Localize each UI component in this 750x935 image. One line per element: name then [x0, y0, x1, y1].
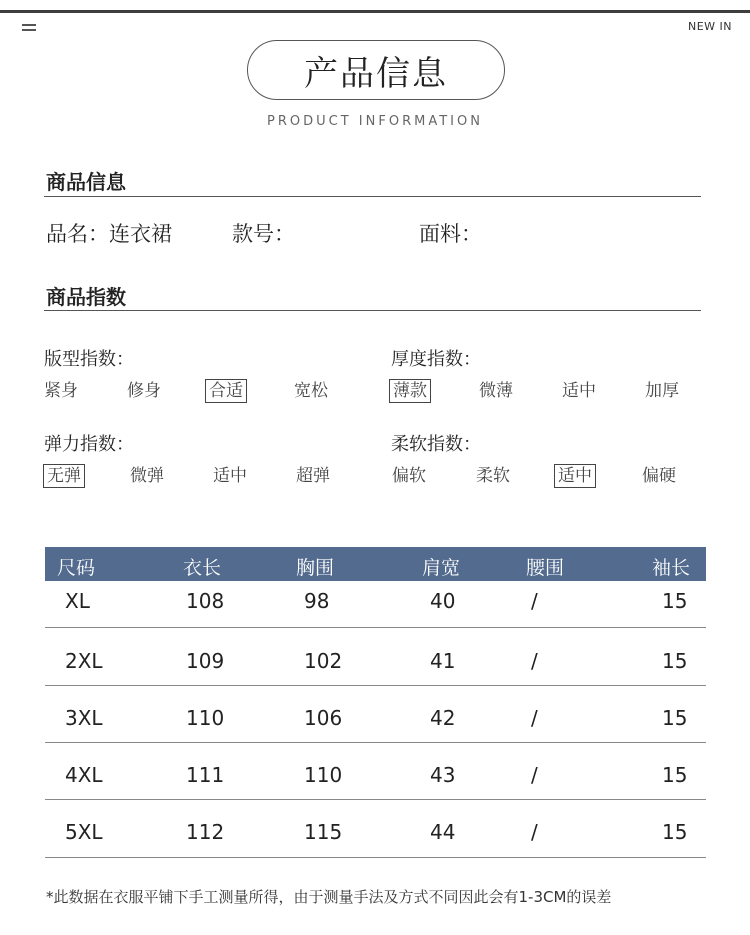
cell-bust: 115 — [304, 820, 343, 844]
cell-shoulder: 42 — [430, 706, 456, 730]
thickness-option: 微薄 — [479, 381, 513, 401]
product-info-heading: 商品信息 — [46, 170, 126, 194]
cell-shoulder: 44 — [430, 820, 456, 844]
softness-option: 偏软 — [392, 466, 426, 486]
thickness-option: 加厚 — [645, 381, 679, 401]
table-row — [45, 628, 706, 686]
header-size: 尺码 — [57, 557, 96, 579]
thickness-option-selected: 薄款 — [389, 379, 431, 403]
fit-option-selected: 合适 — [205, 379, 247, 403]
menu-icon[interactable] — [22, 24, 36, 33]
cell-waist: / — [531, 649, 538, 673]
fit-option: 修身 — [127, 381, 161, 401]
cell-bust: 106 — [304, 706, 343, 730]
elasticity-option-selected: 无弹 — [43, 464, 85, 488]
style-number: 款号： — [232, 222, 295, 246]
cell-sleeve: 15 — [662, 706, 688, 730]
cell-sleeve: 15 — [662, 649, 688, 673]
softness-option: 偏硬 — [642, 466, 676, 486]
cell-waist: / — [531, 820, 538, 844]
cell-length: 110 — [186, 706, 225, 730]
cell-size: 4XL — [65, 763, 103, 787]
cell-sleeve: 15 — [662, 589, 688, 613]
cell-bust: 102 — [304, 649, 343, 673]
thickness-index-title: 厚度指数： — [391, 349, 481, 370]
indices-divider — [44, 310, 701, 311]
size-table — [45, 547, 706, 858]
cell-size: XL — [65, 589, 90, 613]
page-title: 产品信息 — [247, 40, 505, 100]
cell-waist: / — [531, 706, 538, 730]
cell-length: 109 — [186, 649, 225, 673]
elasticity-option: 微弹 — [130, 466, 164, 486]
new-in-label: NEW IN — [687, 20, 732, 33]
cell-size: 5XL — [65, 820, 103, 844]
header-bust: 胸围 — [296, 557, 335, 579]
header-sleeve: 袖长 — [652, 557, 691, 579]
page-subtitle: PRODUCT INFORMATION — [267, 114, 483, 129]
cell-length: 112 — [186, 820, 225, 844]
cell-bust: 98 — [304, 589, 330, 613]
cell-size: 2XL — [65, 649, 103, 673]
header-waist: 腰围 — [526, 557, 565, 579]
softness-option-selected: 适中 — [554, 464, 596, 488]
cell-sleeve: 15 — [662, 820, 688, 844]
table-row — [45, 686, 706, 743]
fit-option: 宽松 — [294, 381, 328, 401]
thickness-option: 适中 — [562, 381, 596, 401]
softness-option: 柔软 — [476, 466, 510, 486]
softness-index-title: 柔软指数： — [391, 434, 481, 455]
cell-shoulder: 40 — [430, 589, 456, 613]
elasticity-option: 适中 — [213, 466, 247, 486]
product-name: 品名：连衣裙 — [46, 222, 172, 246]
cell-shoulder: 41 — [430, 649, 456, 673]
header-shoulder: 肩宽 — [422, 557, 461, 579]
cell-size: 3XL — [65, 706, 103, 730]
fit-index-title: 版型指数： — [44, 349, 134, 370]
cell-length: 108 — [186, 589, 225, 613]
cell-shoulder: 43 — [430, 763, 456, 787]
measurement-note: *此数据在衣服平铺下手工测量所得，由于测量手法及方式不同因此会有1-3CM的误差 — [46, 888, 612, 906]
cell-waist: / — [531, 589, 538, 613]
size-table-header — [45, 547, 706, 581]
cell-waist: / — [531, 763, 538, 787]
table-row — [45, 800, 706, 858]
cell-bust: 110 — [304, 763, 343, 787]
fabric: 面料： — [419, 222, 482, 246]
elasticity-index-title: 弹力指数： — [44, 434, 134, 455]
cell-sleeve: 15 — [662, 763, 688, 787]
table-row — [45, 581, 706, 628]
table-row — [45, 743, 706, 800]
indices-heading: 商品指数 — [46, 285, 126, 309]
header-length: 衣长 — [183, 557, 222, 579]
elasticity-option: 超弹 — [296, 466, 330, 486]
cell-length: 111 — [186, 763, 225, 787]
top-rule — [0, 10, 750, 13]
product-info-divider — [44, 196, 701, 197]
fit-option: 紧身 — [44, 381, 78, 401]
